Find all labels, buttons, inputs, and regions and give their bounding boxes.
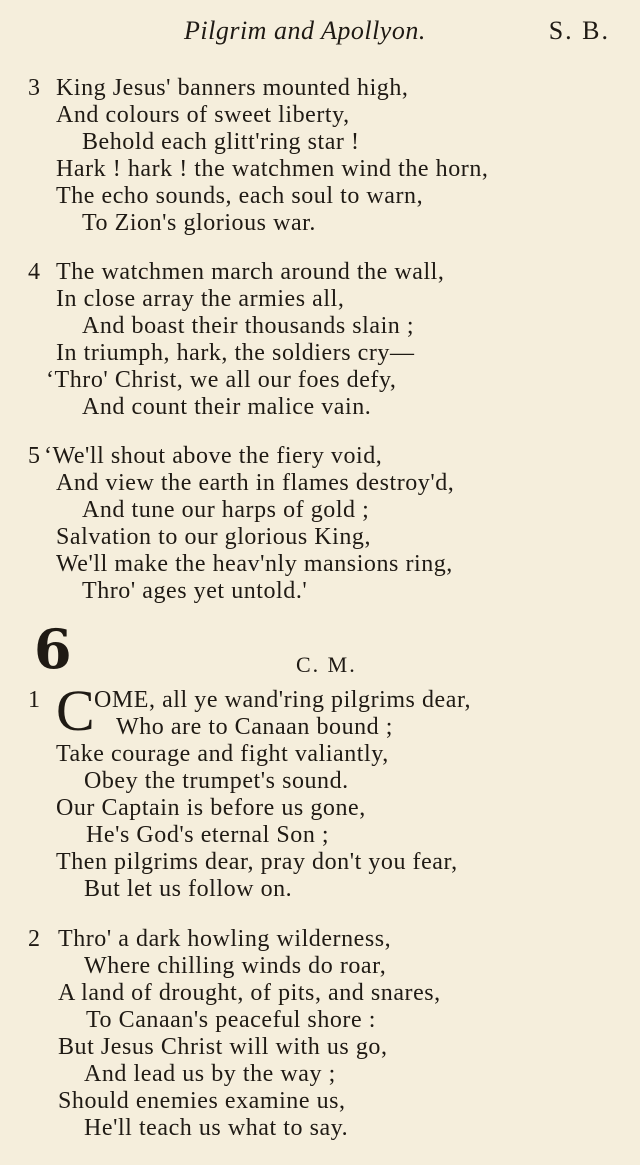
verse-line: Should enemies examine us, xyxy=(58,1088,346,1114)
stanza-number: 5 xyxy=(28,443,41,469)
verse-line: Thro' a dark howling wilderness, xyxy=(58,926,392,952)
verse-line: Take courage and fight valiantly, xyxy=(56,741,389,767)
running-title: Pilgrim and Apollyon. xyxy=(184,16,426,45)
verse-line: ‘Thro' Christ, we all our foes defy, xyxy=(46,367,397,393)
verse-line: And lead us by the way ; xyxy=(84,1061,336,1087)
verse-line: Then pilgrims dear, pray don't you fear, xyxy=(56,849,458,875)
verse-line: He's God's eternal Son ; xyxy=(86,822,330,848)
stanza-number: 3 xyxy=(28,75,41,101)
verse-line: In triumph, hark, the soldiers cry— xyxy=(56,340,415,366)
collection-mark: S. B. xyxy=(548,16,610,45)
verse-line: A land of drought, of pits, and snares, xyxy=(58,980,441,1006)
verse-line: Salvation to our glorious King, xyxy=(56,524,372,550)
verse-line: Hark ! hark ! the watchmen wind the horn, xyxy=(56,156,489,182)
verse-line: And boast their thousands slain ; xyxy=(82,313,415,339)
verse-line: Obey the trumpet's sound. xyxy=(84,768,349,794)
verse-line: Where chilling winds do roar, xyxy=(84,953,387,979)
drop-cap: C xyxy=(56,678,95,743)
stanza-number: 1 xyxy=(28,687,41,713)
verse-line: Who are to Canaan bound ; xyxy=(116,714,393,740)
verse-line: King Jesus' banners mounted high, xyxy=(56,75,409,101)
meter-label: C. M. xyxy=(296,652,357,677)
verse-line: The echo sounds, each soul to warn, xyxy=(56,183,424,209)
verse-line: He'll teach us what to say. xyxy=(84,1115,349,1141)
stanza-number: 4 xyxy=(28,259,41,285)
verse-line: OME, all ye wand'ring pilgrims dear, xyxy=(94,687,472,713)
verse-line: To Zion's glorious war. xyxy=(82,210,316,236)
stanza-number: 2 xyxy=(28,926,41,952)
verse-line: To Canaan's peaceful shore : xyxy=(86,1007,376,1033)
verse-line: But Jesus Christ will with us go, xyxy=(58,1034,388,1060)
verse-line: In close array the armies all, xyxy=(56,286,345,312)
hymn-number: 6 xyxy=(34,617,72,681)
verse-line: And view the earth in flames destroy'd, xyxy=(56,470,455,496)
verse-line: But let us follow on. xyxy=(84,876,293,902)
verse-line: The watchmen march around the wall, xyxy=(56,259,445,285)
verse-line: Behold each glitt'ring star ! xyxy=(82,129,360,155)
verse-line: And count their malice vain. xyxy=(82,394,372,420)
verse-line: And colours of sweet liberty, xyxy=(56,102,350,128)
verse-line: Our Captain is before us gone, xyxy=(56,795,366,821)
verse-line: ‘We'll shout above the fiery void, xyxy=(44,443,383,469)
verse-line: And tune our harps of gold ; xyxy=(82,497,370,523)
verse-line: Thro' ages yet untold.' xyxy=(82,578,308,604)
verse-line: We'll make the heav'nly mansions ring, xyxy=(56,551,453,577)
